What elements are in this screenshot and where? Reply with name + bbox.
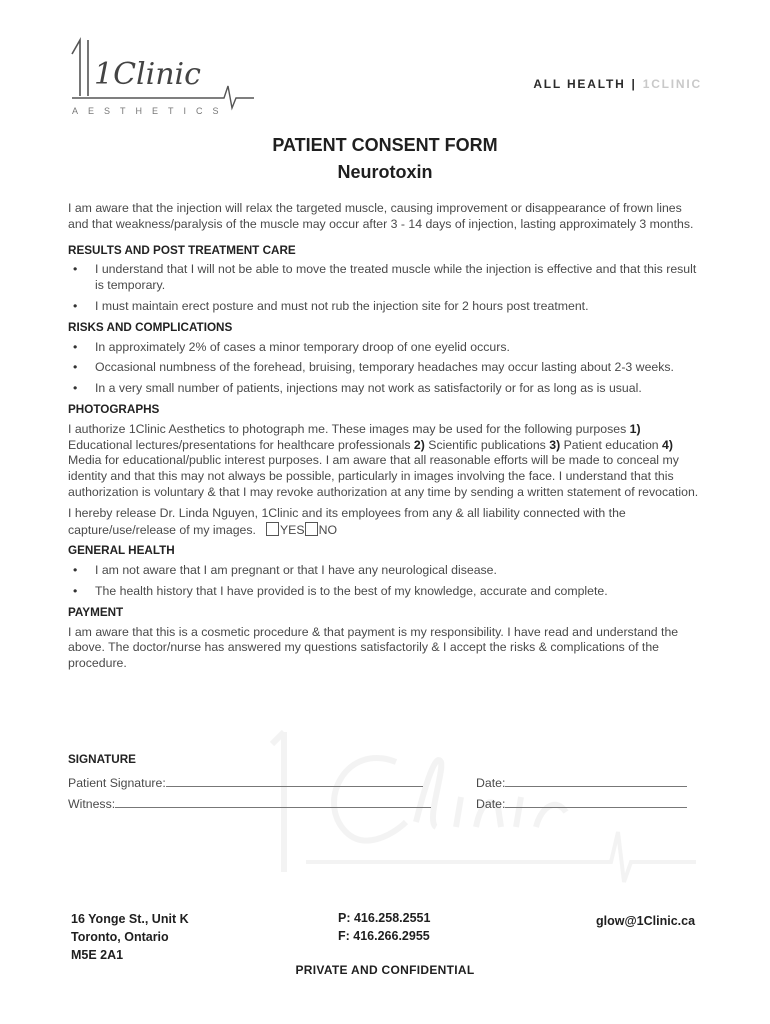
- patient-date-row: [476, 774, 687, 790]
- witness-label: Witness:: [68, 797, 116, 811]
- patient-signature-field[interactable]: [166, 774, 423, 787]
- purpose-number: 1): [629, 421, 641, 436]
- list-item: • Occasional numbness of the forehead, bruising, temporary headaches may occur lasting about 2-3 weeks.: [68, 360, 700, 376]
- general-health-list: [68, 563, 700, 600]
- footer-email: glow@1Clinic.ca: [596, 914, 696, 928]
- no-checkbox[interactable]: [305, 522, 318, 536]
- no-label: NO: [318, 522, 338, 537]
- list-item: • The health history that I have provided is to the best of my knowledge, accurate and complete.: [68, 584, 700, 600]
- release-text: I hereby release Dr. Linda Nguyen, 1Clinic and its employees from any & all liability connected with the capture/use/release of my images.: [68, 505, 626, 537]
- yes-checkbox[interactable]: [266, 522, 279, 536]
- clinic-logo: [66, 34, 262, 120]
- purpose-number: 3): [549, 437, 561, 452]
- signature-heading: SIGNATURE: [68, 753, 136, 766]
- brand-all-health: ALL HEALTH: [533, 77, 626, 91]
- list-item: • I understand that I will not be able to move the treated muscle while the injection is effective and that this result is temporary.: [68, 262, 700, 294]
- brand-separator: |: [631, 77, 637, 91]
- witness-date-row: [476, 795, 687, 811]
- address-line-3: M5E 2A1: [71, 948, 124, 962]
- results-heading: RESULTS AND POST TREATMENT CARE: [68, 243, 296, 257]
- yes-label: YES: [279, 522, 305, 537]
- patient-signature-row: [68, 774, 423, 790]
- list-item: • In approximately 2% of cases a minor temporary droop of one eyelid occurs.: [68, 340, 700, 356]
- witness-date-label: Date:: [476, 797, 506, 811]
- photo-text: Educational lectures/presentations for healthcare professionals: [68, 437, 414, 452]
- results-list: [68, 262, 700, 314]
- photographs-heading: PHOTOGRAPHS: [68, 402, 160, 416]
- general-health-heading: GENERAL HEALTH: [68, 544, 175, 558]
- release-paragraph: [68, 506, 700, 539]
- confidential-notice: PRIVATE AND CONFIDENTIAL: [295, 963, 475, 977]
- address-line-2: Toronto, Ontario: [71, 930, 169, 944]
- brand-1clinic: 1CLINIC: [642, 77, 702, 91]
- photo-text: Scientific publications: [424, 437, 550, 452]
- address-line-1: 16 Yonge St., Unit K: [71, 912, 189, 926]
- intro-paragraph: I am aware that the injection will relax the targeted muscle, causing improvement or disappearance of frown lines and that weakness/paralysis of the muscle may occur after 3 - 14 days of injection, lasting approximately 3 months.: [68, 201, 694, 231]
- list-item: • In a very small number of patients, injections may not work as satisfactorily or for as long as is usual.: [68, 381, 700, 397]
- list-item: • I must maintain erect posture and must not rub the injection site for 2 hours post treatment.: [68, 299, 700, 315]
- purpose-number: 2): [413, 437, 425, 452]
- form-subtitle: Neurotoxin: [337, 162, 433, 182]
- phone-number: P: 416.258.2551: [338, 911, 431, 925]
- photo-text: I authorize 1Clinic Aesthetics to photograph me. These images may be used for the following purposes: [68, 421, 630, 436]
- fax-number: F: 416.266.2955: [338, 929, 430, 943]
- witness-date-field[interactable]: [505, 795, 687, 808]
- payment-paragraph: I am aware that this is a cosmetic procedure & that payment is my responsibility. I have read and understand the above. The doctor/nurse has answered my questions satisfactorily & I accept the risks & complications of the procedure.: [68, 624, 679, 671]
- risks-list: [68, 340, 700, 397]
- patient-date-label: Date:: [476, 776, 506, 790]
- logo-text: 1Clinic: [94, 57, 201, 92]
- patient-date-field[interactable]: [505, 774, 687, 787]
- purpose-number: 4): [662, 437, 673, 452]
- consent-body: [68, 201, 700, 677]
- payment-heading: PAYMENT: [68, 605, 124, 619]
- witness-row: [68, 795, 431, 811]
- list-item: • I am not aware that I am pregnant or that I have any neurological disease.: [68, 563, 700, 579]
- photo-text: Patient education: [560, 437, 663, 452]
- photographs-paragraph: [68, 422, 700, 501]
- risks-heading: RISKS AND COMPLICATIONS: [68, 320, 233, 334]
- footer-address: [71, 910, 189, 964]
- form-title: PATIENT CONSENT FORM: [272, 135, 498, 155]
- witness-signature-field[interactable]: [115, 795, 431, 808]
- patient-signature-label: Patient Signature:: [68, 776, 166, 790]
- brand-tagline: [533, 77, 702, 91]
- photo-text: Media for educational/public interest purposes. I am aware that all reasonable efforts will be made to conceal my identity and that this may not always be possible, particularly in images involving the face. I understand that this authorization is voluntary & that I may revoke authorization at any time by sending a written statement of revocation.: [68, 453, 699, 499]
- logo-subtitle: AESTHETICS: [72, 106, 229, 116]
- footer-phone: [338, 909, 430, 945]
